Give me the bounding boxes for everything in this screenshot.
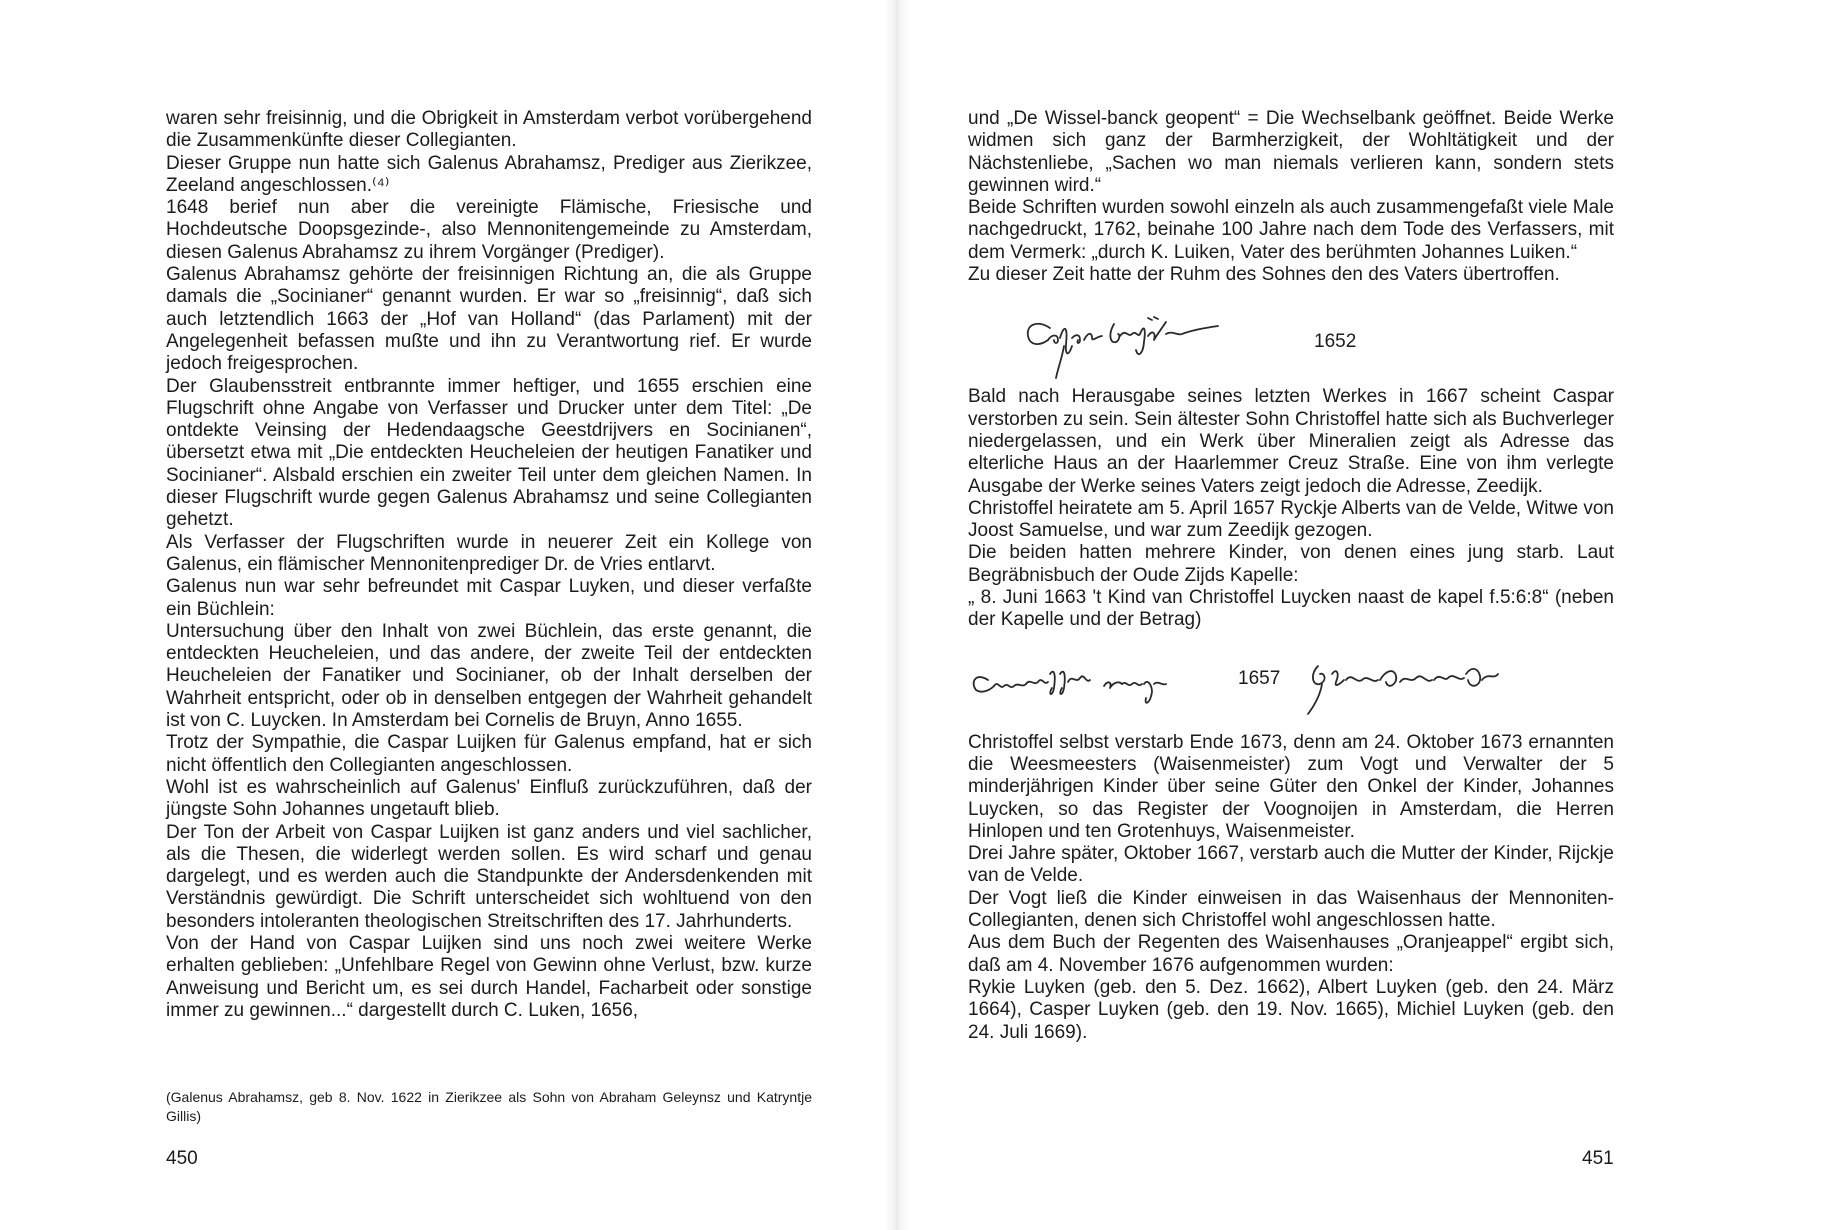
right-paragraph: Bald nach Herausgabe seines letzten Werkes in 1667 scheint Caspar verstorben zu sein. Sein ältester Sohn Christoffel hatte sich als Buchverleger niedergelassen, und ein Werk über Mineralien zeigt als Adresse das elterliche Haus an der Haarlemmer Creuz Straße. Eine von ihm verlegte Ausgabe der Werke seines Vaters zeigt jedoch die Adresse, Zeedijk.: [968, 386, 1614, 497]
signature-caspar-image: [968, 298, 1288, 380]
right-paragraph: Beide Schriften wurden sowohl einzeln als auch zusammengefaßt viele Male nachgedruckt, 1762, beinahe 100 Jahre nach dem Tode des Verfassers, mit dem Vermerk: „durch K. Luiken, Vater des berühmten Johannes Luiken.“: [968, 197, 1614, 263]
signature-christoffel-image: [968, 644, 1614, 724]
left-paragraph: waren sehr freisinnig, und die Obrigkeit in Amsterdam verbot vorübergehend die Zusammenkünfte dieser Collegianten.: [166, 108, 812, 152]
right-paragraph: „ 8. Juni 1663 't Kind van Christoffel Luycken naast de kapel f.5:6:8“ (neben der Kapelle und der Betrag): [968, 587, 1614, 631]
signature-christoffel-rijckie: [968, 644, 1614, 724]
right-paragraph: Drei Jahre später, Oktober 1667, verstarb auch die Mutter der Kinder, Rijckje van de Velde.: [968, 843, 1614, 887]
right-paragraph: Aus dem Buch der Regenten des Waisenhauses „Oranjeappel“ ergibt sich, daß am 4. November 1676 aufgenommen wurden:: [968, 932, 1614, 976]
left-paragraph: Trotz der Sympathie, die Caspar Luijken für Galenus empfand, hat er sich nicht öffentlich den Collegianten angeschlossen.: [166, 732, 812, 776]
signature-caspar: [968, 298, 1614, 380]
page-number-right: 451: [1582, 1148, 1614, 1169]
right-page-body: [968, 108, 1614, 1044]
left-paragraph: Von der Hand von Caspar Luijken sind uns noch zwei weitere Werke erhalten geblieben: „Unfehlbare Regel von Gewinn ohne Verlust, bzw. kurze Anweisung und Bericht um, es sei durch Handel, Facharbeit oder sonstige immer zu gewinnen...“ dargestellt durch C. Luken, 1656,: [166, 932, 812, 1021]
right-paragraph: und „De Wissel-banck geopent“ = Die Wechselbank geöffnet. Beide Werke widmen sich ganz der Barmherzigkeit, der Wohltätigkeit und der Nächstenliebe, „Sachen wo man niemals verlieren kann, sondern stets gewinnen wird.“: [968, 108, 1614, 196]
left-paragraph: Der Glaubensstreit entbrannte immer heftiger, und 1655 erschien eine Flugschrift ohne Angabe von Verfasser und Drucker unter dem Titel: „De ontdekte Veinsing der Hedendaagsche Geestdrijvers en Socinianen“, übersetzt etwa mit „Die entdeckten Heucheleien der heutigen Fanatiker und Socinianer“. Alsbald erschien ein zweiter Teil unter dem gleichen Namen. In dieser Flugschrift wurde gegen Galenus Abrahamsz und seine Collegianten gehetzt.: [166, 375, 812, 531]
book-gutter: [884, 0, 910, 1230]
page-number-left: 450: [166, 1148, 198, 1169]
left-paragraph: Untersuchung über den Inhalt von zwei Büchlein, das erste genannt, die entdeckten Heucheleien, und das andere, der zweite Teil der entdeckten Heucheleien der Fanatiker und Socinianer, ob der Inhalt derselben der Wahrheit entspricht, oder ob in denselben entgegen der Wahrheit gehandelt ist von C. Luycken. In Amsterdam bei Cornelis de Bruyn, Anno 1655.: [166, 620, 812, 732]
signature-year-1652: 1652: [1314, 331, 1357, 353]
left-paragraph: Wohl ist es wahrscheinlich auf Galenus' Einfluß zurückzuführen, daß der jüngste Sohn Johannes ungetauft blieb.: [166, 776, 812, 821]
right-paragraph: Christoffel heiratete am 5. April 1657 Ryckje Alberts van de Velde, Witwe von Joost Samuelse, und war zum Zeedijk gezogen.: [968, 497, 1614, 542]
right-paragraph: Christoffel selbst verstarb Ende 1673, denn am 24. Oktober 1673 ernannten die Weesmeesters (Waisenmeister) zum Vogt und Verwalter der 5 minderjährigen Kinder über seine Güter den Onkel der Kinder, Johannes Luycken, so das Register der Voognoijen in Amsterdam, die Herren Hinlopen und ten Grotenhuys, Waisenmeister.: [968, 731, 1614, 842]
left-paragraph: Dieser Gruppe nun hatte sich Galenus Abrahamsz, Prediger aus Zierikzee, Zeeland angeschlossen.⁽⁴⁾: [166, 152, 812, 196]
left-paragraph: 1648 berief nun aber die vereinigte Flämische, Friesische und Hochdeutsche Doopsgezinde-, also Mennonitengemeinde zu Amsterdam, diesen Galenus Abrahamsz zu ihrem Vorgänger (Prediger).: [166, 197, 812, 263]
left-page-body: [166, 108, 812, 1022]
right-paragraph: Der Vogt ließ die Kinder einweisen in das Waisenhaus der Mennoniten-Collegianten, denen sich Christoffel wohl angeschlossen hatte.: [968, 887, 1614, 932]
left-paragraph: Der Ton der Arbeit von Caspar Luijken ist ganz anders und viel sachlicher, als die Thesen, die widerlegt werden sollen. Es wird scharf und genau dargelegt, und es werden auch die Standpunkte der Andersdenkenden mit Verständnis gewürdigt. Die Schrift unterscheidet sich wohltuend von den besonders intoleranten theologischen Streitschriften des 17. Jahrhunderts.: [166, 821, 812, 932]
left-paragraph: Als Verfasser der Flugschriften wurde in neuerer Zeit ein Kollege von Galenus, ein flämischer Mennonitenprediger Dr. de Vries entlarvt.: [166, 531, 812, 575]
left-footnote: (Galenus Abrahamsz, geb 8. Nov. 1622 in Zierikzee als Sohn von Abraham Geleynsz und Katryntje Gillis): [166, 1089, 812, 1124]
signature-year-1657: 1657: [1238, 667, 1281, 689]
right-paragraph: Die beiden hatten mehrere Kinder, von denen eines jung starb. Laut Begräbnisbuch der Oude Zijds Kapelle:: [968, 542, 1614, 586]
left-paragraph: Galenus Abrahamsz gehörte der freisinnigen Richtung an, die als Gruppe damals die „Socinianer“ genannt wurden. Er war so „freisinnig“, daß sich auch letztendlich 1663 der „Hof van Holland“ (das Parlament) mit der Angelegenheit befassen mußte und ihn zu Verantwortung rief. Er wurde jedoch freigesprochen.: [166, 264, 812, 375]
left-paragraph: Galenus nun war sehr befreundet mit Caspar Luyken, und dieser verfaßte ein Büchlein:: [166, 576, 812, 620]
right-paragraph: Rykie Luyken (geb. den 5. Dez. 1662), Albert Luyken (geb. den 24. März 1664), Casper Luyken (geb. den 19. Nov. 1665), Michiel Luyken (geb. den 24. Juli 1669).: [968, 976, 1614, 1043]
right-paragraph: Zu dieser Zeit hatte der Ruhm des Sohnes den des Vaters übertroffen.: [968, 264, 1560, 286]
